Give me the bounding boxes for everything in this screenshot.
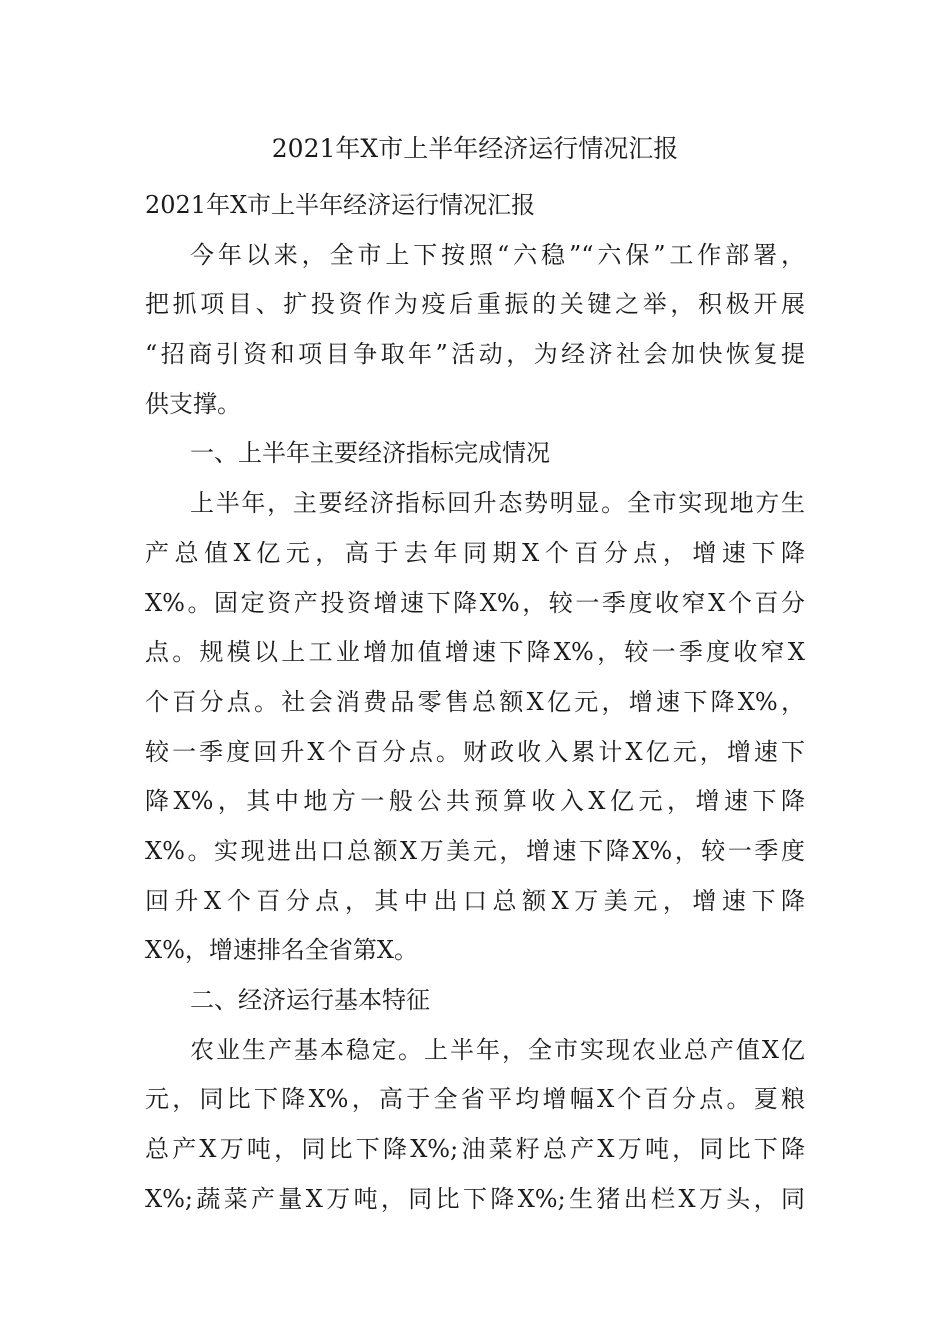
paragraph-line: “招商引资和项目争取年”活动，为经济社会加快恢复提 <box>145 340 805 369</box>
paragraph-line: 上半年，主要经济指标回升态势明显。全市实现地方生 <box>190 489 805 518</box>
paragraph-line: 点。规模以上工业增加值增速下降X%，较一季度收窄X <box>145 638 805 667</box>
paragraph-line: X%;蔬菜产量X万吨，同比下降X%;生猪出栏X万头，同 <box>145 1184 805 1213</box>
paragraph-line: 今年以来，全市上下按照“六稳”“六保”工作部署， <box>190 240 805 269</box>
paragraph-line: 总产X万吨，同比下降X%;油菜籽总产X万吨，同比下降 <box>145 1135 805 1164</box>
paragraph-line: 供支撑。 <box>145 389 241 418</box>
document-body <box>145 181 805 1224</box>
section-heading: 二、经济运行基本特征 <box>190 986 430 1014</box>
paragraph-line: X%，增速排名全省第X。 <box>145 936 418 965</box>
paragraph-line: 回升X个百分点，其中出口总额X万美元，增速下降 <box>145 886 805 915</box>
document-title: 2021年X市上半年经济运行情况汇报 <box>271 134 679 163</box>
paragraph-line: X%。固定资产投资增速下降X%，较一季度收窄X个百分 <box>145 588 805 617</box>
paragraph-line: 个百分点。社会消费品零售总额X亿元，增速下降X%， <box>145 687 805 716</box>
paragraph-line: X%。实现进出口总额X万美元，增速下降X%，较一季度 <box>145 836 805 865</box>
repeated-title-line: 2021年X市上半年经济运行情况汇报 <box>145 191 536 219</box>
section-heading: 一、上半年主要经济指标完成情况 <box>190 439 550 468</box>
paragraph-line: 产总值X亿元，高于去年同期X个百分点，增速下降 <box>145 538 805 567</box>
paragraph-line: 把抓项目、扩投资作为疫后重振的关键之举，积极开展 <box>145 290 805 319</box>
paragraph-line: 元，同比下降X%，高于全省平均增幅X个百分点。夏粮 <box>145 1085 805 1114</box>
paragraph-line: 降X%，其中地方一般公共预算收入X亿元，增速下降 <box>145 787 805 816</box>
paragraph-line: 农业生产基本稳定。上半年，全市实现农业总产值X亿 <box>190 1035 805 1064</box>
paragraph-line: 较一季度回升X个百分点。财政收入累计X亿元，增速下 <box>145 737 805 766</box>
